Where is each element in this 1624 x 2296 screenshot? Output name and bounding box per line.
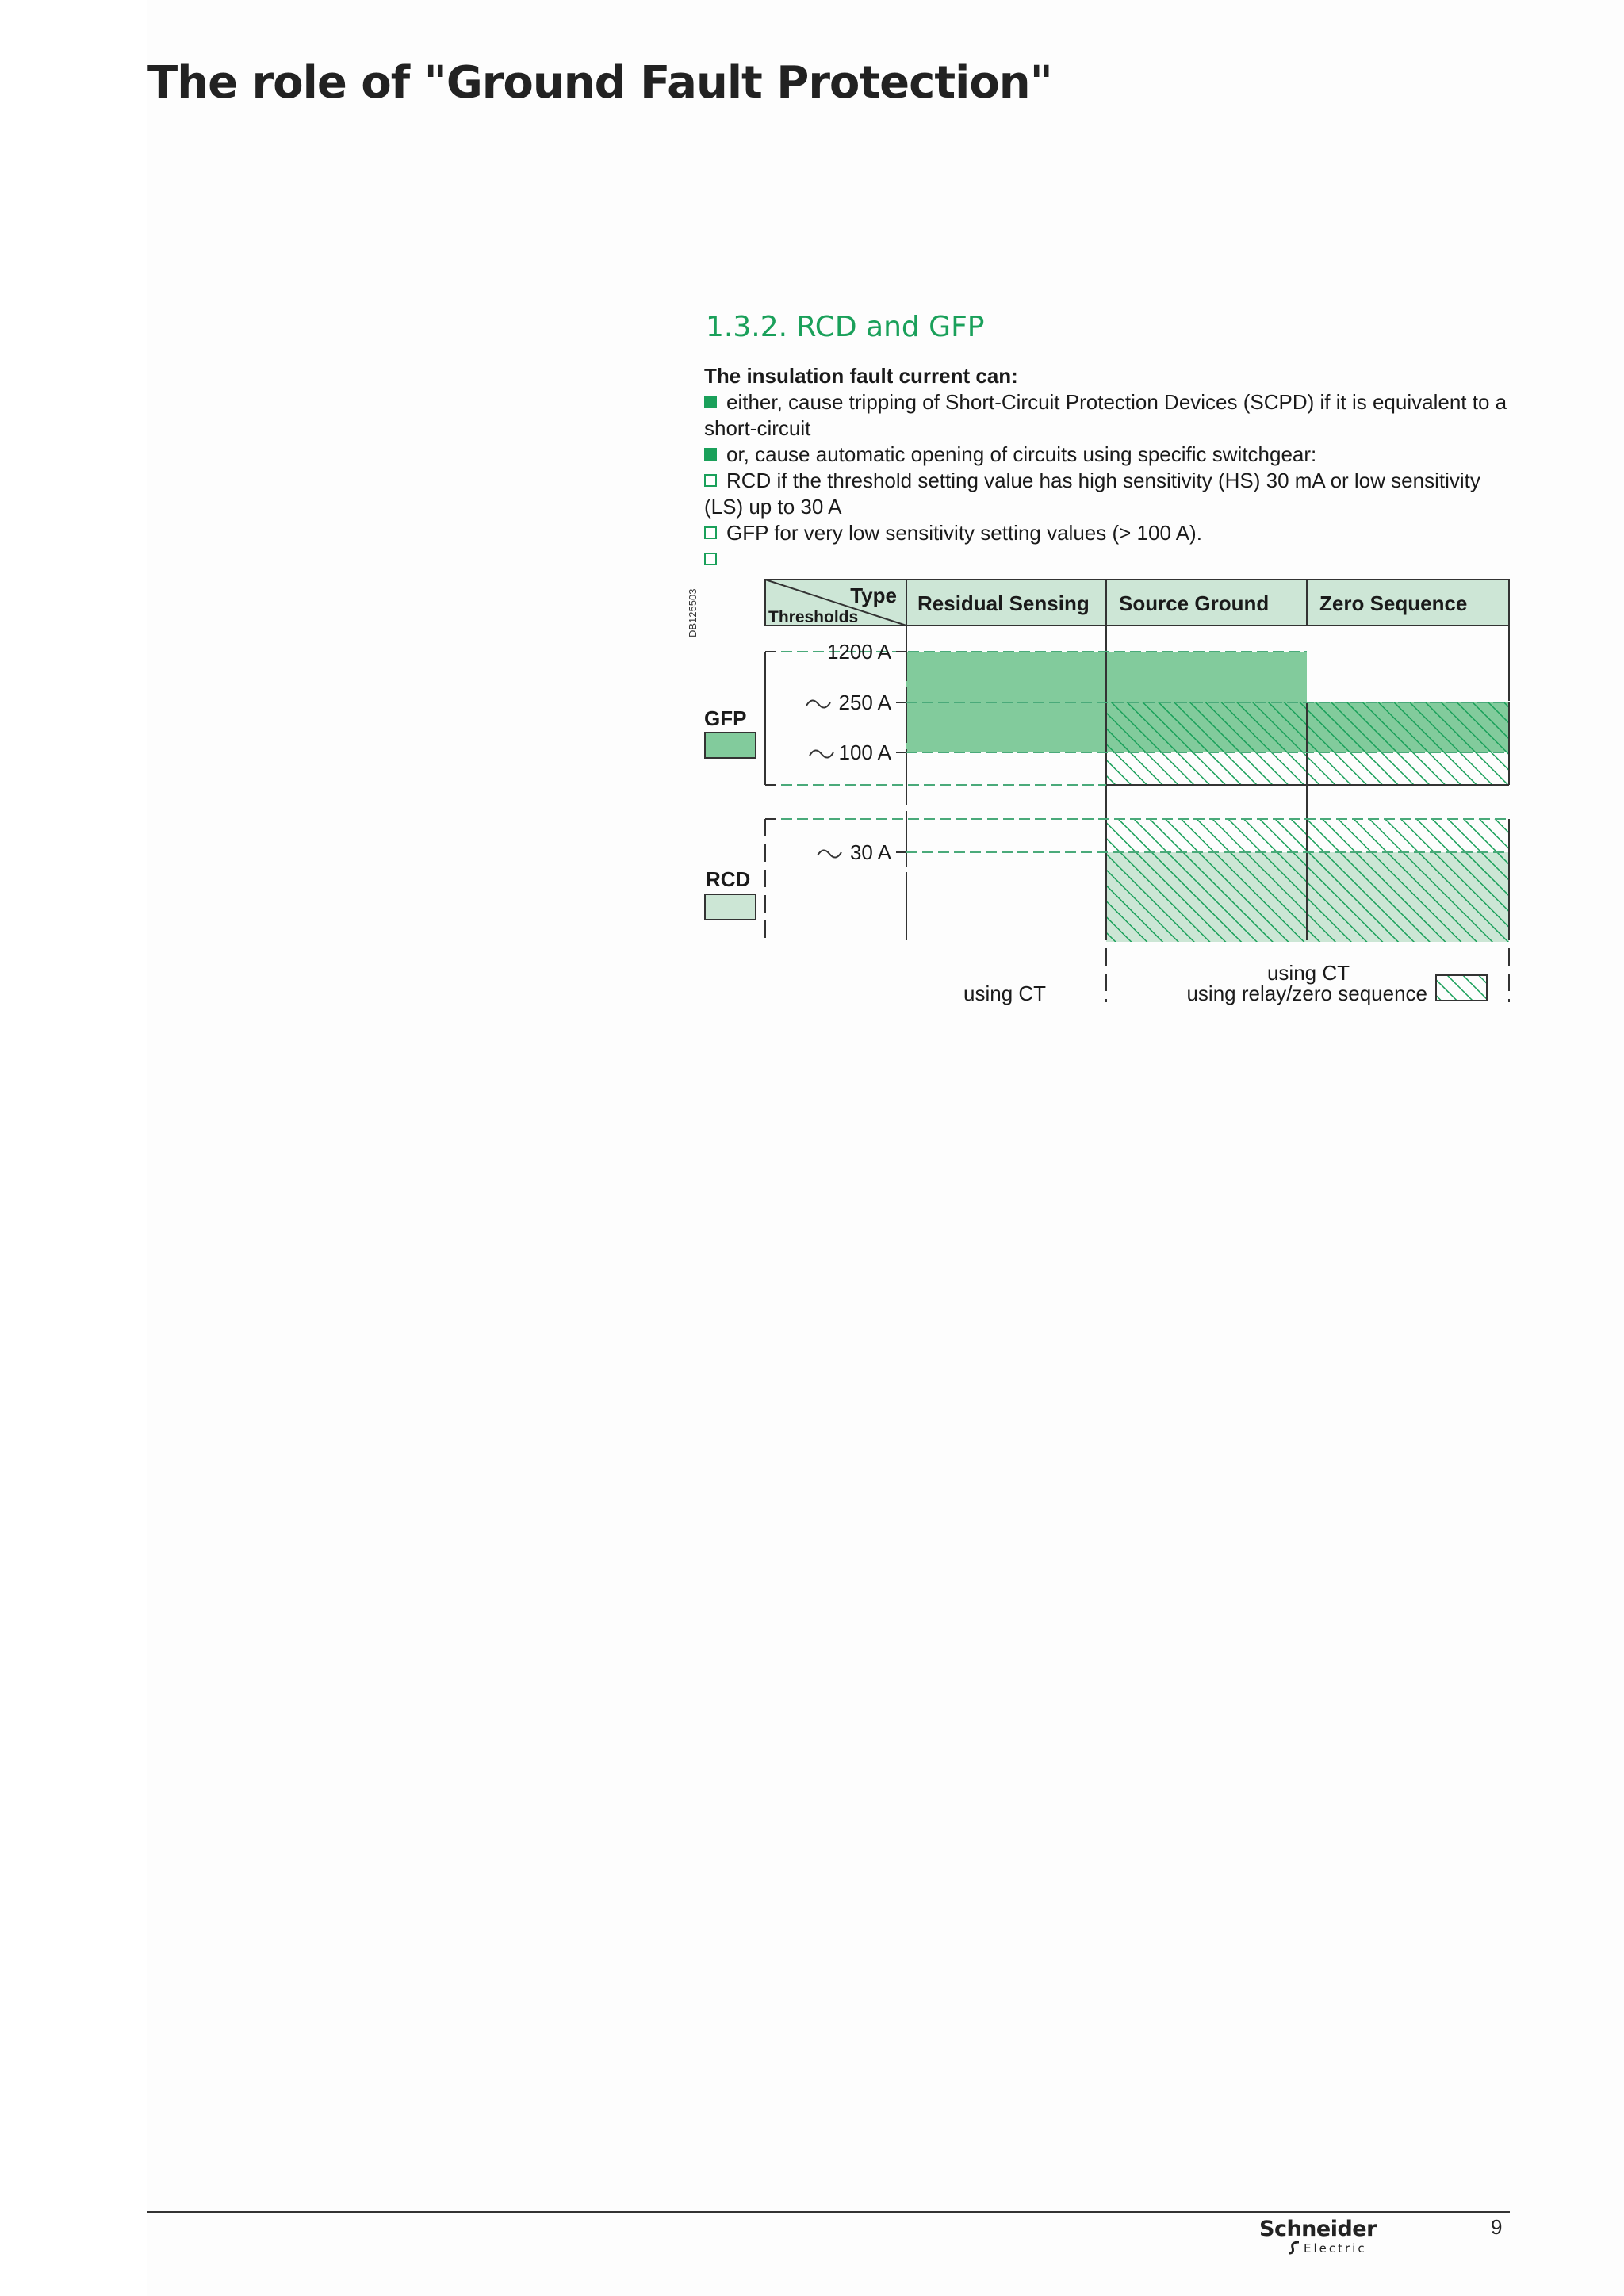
- legend-gfp-swatch: [705, 733, 756, 758]
- legend-rcd-label: RCD: [706, 867, 751, 891]
- page-title: The role of "Ground Fault Protection": [147, 57, 1052, 109]
- list-item: or, cause automatic opening of circuits using specific switchgear:: [704, 442, 1513, 468]
- legend-rcd-swatch: [705, 894, 756, 920]
- note-residual-ct: using CT: [963, 982, 1047, 1005]
- list-item: either, cause tripping of Short-Circuit Protection Devices (SCPD) if it is equivalent to a short-circuit: [704, 390, 1507, 440]
- list-item: GFP for very low sensitivity setting values (> 100 A).: [704, 520, 1513, 546]
- tilde-icon: [806, 700, 830, 707]
- note-relay-zero: using relay/zero sequence: [1186, 982, 1427, 1005]
- column-label-source: Source Ground: [1119, 591, 1270, 615]
- list-item: RCD if the threshold setting value has high sensitivity (HS) 30 mA or low sensitivity (LS) up to 30 A: [704, 469, 1480, 519]
- schneider-electric-logo: [1259, 2217, 1386, 2256]
- footer-rule: [147, 2211, 1510, 2213]
- legend-hatch-swatch: [1436, 975, 1487, 1001]
- header-thresholds-label: Thresholds: [768, 608, 859, 626]
- tilde-icon: [810, 750, 833, 757]
- gfp-hatch-source: [1106, 702, 1307, 785]
- logo-name: Schneider: [1259, 2217, 1377, 2241]
- threshold-label-250: 250 A: [838, 691, 891, 714]
- section-title: 1.3.2. RCD and GFP: [706, 311, 985, 343]
- page-number: 9: [1491, 2215, 1503, 2239]
- figure-code: DB125503: [687, 588, 699, 637]
- logo-sub: Electric: [1304, 2241, 1367, 2256]
- rcd-hatch-source: [1106, 819, 1307, 942]
- legend-gfp-label: GFP: [704, 706, 747, 730]
- gfp-hatch-zero: [1307, 702, 1509, 785]
- column-label-residual: Residual Sensing: [917, 591, 1090, 615]
- threshold-label-100: 100 A: [838, 740, 891, 764]
- tilde-icon: [818, 850, 841, 857]
- intro-text: The insulation fault current can:: [704, 364, 1018, 388]
- threshold-label-1200: 1200 A: [827, 640, 891, 664]
- note-source-ct: using CT: [1266, 961, 1350, 985]
- threshold-label-30: 30 A: [849, 840, 891, 864]
- column-label-zero: Zero Sequence: [1320, 591, 1468, 615]
- schneider-logo-mark-icon: [1288, 2241, 1302, 2255]
- rcd-gfp-threshold-diagram: [0, 0, 1624, 1031]
- header-type-label: Type: [850, 584, 897, 607]
- rcd-hatch-zero: [1307, 819, 1509, 942]
